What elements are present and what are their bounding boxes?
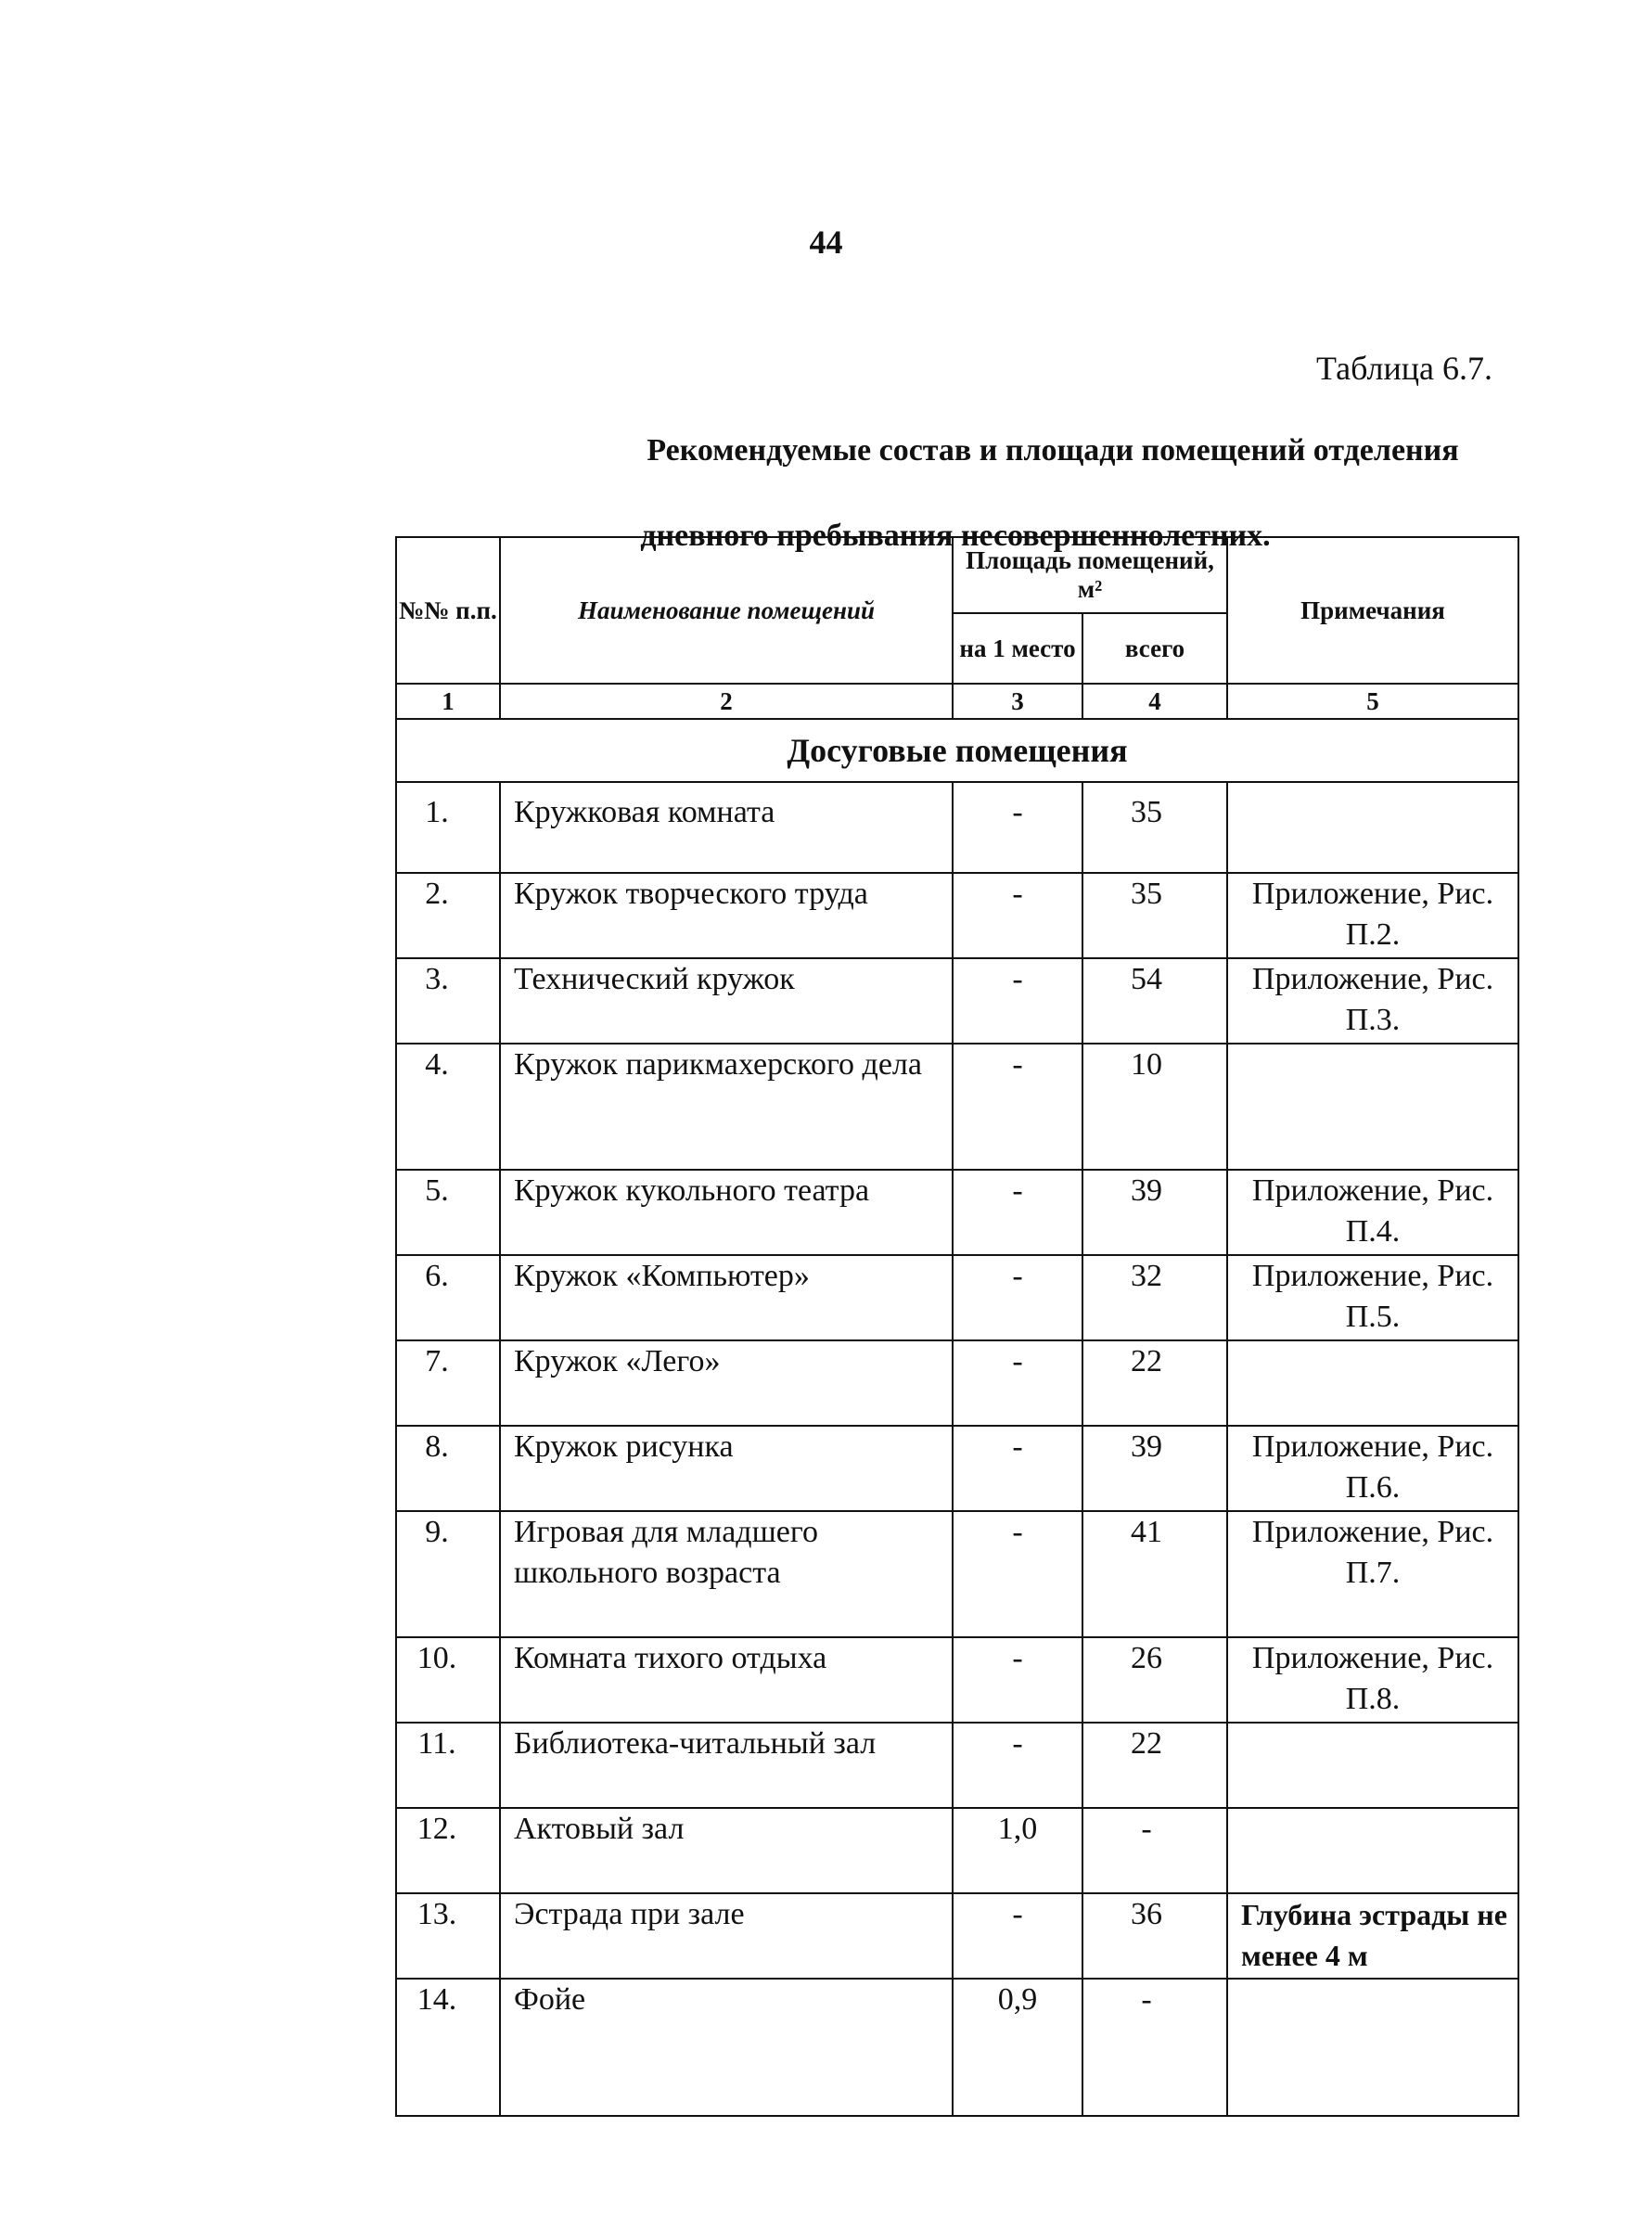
room-name: Кружковая комната — [500, 782, 953, 873]
row-number: 14. — [396, 1979, 500, 2116]
row-number: 7. — [396, 1340, 500, 1426]
column-number: 2 — [500, 684, 953, 719]
area-total: 54 — [1082, 958, 1227, 1044]
table-row — [396, 1255, 1518, 1340]
row-number: 8. — [396, 1426, 500, 1511]
column-number: 1 — [396, 684, 500, 719]
room-name: Кружок парикмахерского дела — [500, 1044, 953, 1170]
table-row — [396, 873, 1518, 958]
room-note: Глубина эстрады не менее 4 м — [1227, 1893, 1518, 1979]
row-number: 3. — [396, 958, 500, 1044]
table-title-line-2: дневного пребывания несовершеннолетних. — [640, 519, 1271, 553]
section-row — [396, 719, 1518, 782]
area-total: 32 — [1082, 1255, 1227, 1340]
table-row — [396, 1170, 1518, 1255]
table-row — [396, 1637, 1518, 1723]
area-total: - — [1082, 1808, 1227, 1893]
rooms-table — [395, 536, 1519, 2117]
area-total: 22 — [1082, 1340, 1227, 1426]
area-per-place: - — [953, 873, 1082, 958]
table-row — [396, 1979, 1518, 2116]
table-label: Таблица 6.7. — [1316, 350, 1492, 387]
column-number: 5 — [1227, 684, 1518, 719]
room-note: Приложение, Рис. П.3. — [1227, 958, 1518, 1044]
room-name: Актовый зал — [500, 1808, 953, 1893]
table-row — [396, 1426, 1518, 1511]
table-row — [396, 958, 1518, 1044]
area-per-place: - — [953, 1170, 1082, 1255]
column-number-row — [396, 684, 1518, 719]
area-per-place: - — [953, 1044, 1082, 1170]
area-per-place: - — [953, 1511, 1082, 1637]
row-number: 13. — [396, 1893, 500, 1979]
area-per-place: - — [953, 1255, 1082, 1340]
header-area: Площадь помещений, м² — [953, 537, 1227, 613]
column-number: 3 — [953, 684, 1082, 719]
room-name: Комната тихого отдыха — [500, 1637, 953, 1723]
table-row — [396, 1511, 1518, 1637]
row-number: 4. — [396, 1044, 500, 1170]
header-notes: Примечания — [1227, 537, 1518, 684]
area-per-place: - — [953, 1893, 1082, 1979]
room-name: Эстрада при зале — [500, 1893, 953, 1979]
area-total: 35 — [1082, 873, 1227, 958]
area-total: 39 — [1082, 1426, 1227, 1511]
room-note: Приложение, Рис. П.6. — [1227, 1426, 1518, 1511]
page-number: 44 — [809, 224, 843, 261]
row-number: 11. — [396, 1723, 500, 1808]
room-note: Приложение, Рис. П.5. — [1227, 1255, 1518, 1340]
header-row — [396, 537, 1518, 613]
area-total: 35 — [1082, 782, 1227, 873]
table-row — [396, 782, 1518, 873]
room-name: Кружок творческого труда — [500, 873, 953, 958]
header-num: №№ п.п. — [396, 537, 500, 684]
row-number: 9. — [396, 1511, 500, 1637]
table-title-line-1: Рекомендуемые состав и площади помещений отделения — [647, 433, 1459, 468]
area-total: 36 — [1082, 1893, 1227, 1979]
section-title: Досуговые помещения — [396, 719, 1518, 782]
header-total: всего — [1082, 613, 1227, 684]
area-per-place: - — [953, 782, 1082, 873]
room-note — [1227, 1723, 1518, 1808]
column-number: 4 — [1082, 684, 1227, 719]
row-number: 10. — [396, 1637, 500, 1723]
room-note — [1227, 782, 1518, 873]
room-note — [1227, 1808, 1518, 1893]
area-total: 22 — [1082, 1723, 1227, 1808]
area-total: 26 — [1082, 1637, 1227, 1723]
area-per-place: - — [953, 1637, 1082, 1723]
row-number: 5. — [396, 1170, 500, 1255]
row-number: 12. — [396, 1808, 500, 1893]
area-total: - — [1082, 1979, 1227, 2116]
area-total: 41 — [1082, 1511, 1227, 1637]
area-per-place: - — [953, 1340, 1082, 1426]
table-row — [396, 1893, 1518, 1979]
area-per-place: - — [953, 958, 1082, 1044]
area-per-place: 0,9 — [953, 1979, 1082, 2116]
table-row — [396, 1044, 1518, 1170]
row-number: 2. — [396, 873, 500, 958]
row-number: 1. — [396, 782, 500, 873]
header-per-place: на 1 место — [953, 613, 1082, 684]
table-row — [396, 1723, 1518, 1808]
area-total: 10 — [1082, 1044, 1227, 1170]
room-note: Приложение, Рис. П.7. — [1227, 1511, 1518, 1637]
room-note — [1227, 1044, 1518, 1170]
room-name: Кружок рисунка — [500, 1426, 953, 1511]
room-note: Приложение, Рис. П.4. — [1227, 1170, 1518, 1255]
room-name: Библиотека-читальный зал — [500, 1723, 953, 1808]
room-name: Технический кружок — [500, 958, 953, 1044]
room-name: Кружок «Компьютер» — [500, 1255, 953, 1340]
room-note: Приложение, Рис. П.2. — [1227, 873, 1518, 958]
area-per-place: 1,0 — [953, 1808, 1082, 1893]
room-note — [1227, 1979, 1518, 2116]
table-row — [396, 1808, 1518, 1893]
room-note — [1227, 1340, 1518, 1426]
header-name: Наименование помещений — [500, 537, 953, 684]
table-row — [396, 1340, 1518, 1426]
room-name: Фойе — [500, 1979, 953, 2116]
room-name: Кружок кукольного театра — [500, 1170, 953, 1255]
area-per-place: - — [953, 1426, 1082, 1511]
area-per-place: - — [953, 1723, 1082, 1808]
room-name: Кружок «Лего» — [500, 1340, 953, 1426]
room-name: Игровая для младшего школьного возраста — [500, 1511, 953, 1637]
row-number: 6. — [396, 1255, 500, 1340]
area-total: 39 — [1082, 1170, 1227, 1255]
room-note: Приложение, Рис. П.8. — [1227, 1637, 1518, 1723]
